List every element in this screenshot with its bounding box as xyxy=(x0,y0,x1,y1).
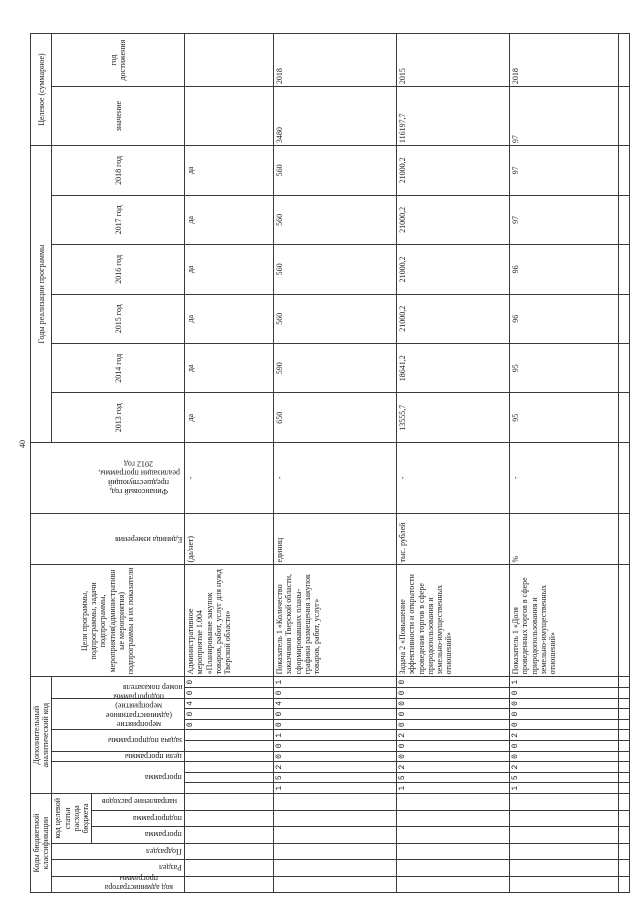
table-cell xyxy=(619,741,630,752)
table-cell xyxy=(619,698,630,709)
goals-header: Цели программы, подпрограммы, задачи подпрограммы, мероприятия(административные мероприятия) подпрограммы и их показатели xyxy=(31,565,185,677)
table-cell: 3480 xyxy=(274,87,397,146)
row-unit: единиц xyxy=(274,513,397,565)
years-header: Годы реализации программы xyxy=(31,146,52,443)
table-cell: 1 xyxy=(397,783,510,794)
table-cell xyxy=(619,730,630,741)
table-row xyxy=(619,34,630,893)
table-cell: 0 xyxy=(274,741,397,752)
table-cell xyxy=(397,860,510,876)
table-cell xyxy=(619,709,630,720)
analytic-event-header: мероприятие (административное мероприятие) подпрограммы xyxy=(52,698,185,730)
table-cell xyxy=(274,860,397,876)
table-cell: 0 xyxy=(185,688,274,699)
csr-subprogram-header: подпрограмма xyxy=(92,810,185,826)
row-unit: (да/нет) xyxy=(185,513,274,565)
table-cell xyxy=(185,843,274,859)
table-cell: 0 xyxy=(397,709,510,720)
year-2017-header: 2017 год xyxy=(52,195,185,244)
table-cell xyxy=(619,245,630,294)
table-cell: 2015 xyxy=(397,34,510,87)
table-cell: 560 xyxy=(274,195,397,244)
table-cell xyxy=(619,442,630,513)
table-cell: 0 xyxy=(274,688,397,699)
table-cell: 18641,2 xyxy=(397,344,510,393)
table-cell xyxy=(619,794,630,811)
table-cell xyxy=(619,751,630,762)
table-cell xyxy=(619,34,630,87)
row-prior-year: - xyxy=(510,442,619,513)
table-cell xyxy=(619,762,630,773)
page-number: 40 xyxy=(18,440,27,448)
table-cell: 0 xyxy=(510,741,619,752)
table-cell xyxy=(185,772,274,783)
table-cell xyxy=(619,344,630,393)
table-cell xyxy=(619,146,630,196)
table-cell xyxy=(185,34,274,87)
table-row xyxy=(397,34,510,893)
table-cell: 2 xyxy=(274,762,397,773)
csr-direction-header: направление расходов xyxy=(92,794,185,811)
row-description: Административное мероприятие 1.004 «Планирование закупок товаров, работ, услуг для нужд Тверской области» xyxy=(185,565,274,677)
table-cell xyxy=(619,719,630,730)
table-cell: 5 xyxy=(397,772,510,783)
table-cell xyxy=(397,810,510,826)
analytic-program-header: программа xyxy=(52,762,185,794)
csr-header: код целевой статьи расхода бюджета xyxy=(52,794,92,843)
table-cell: да xyxy=(185,393,274,442)
row-description: Показатель 1 «Доля проведенных торгов в сфере природопользования и земельно-имущественных отношений» xyxy=(510,565,619,677)
table-cell: 1 xyxy=(510,677,619,688)
row-description: Задача 2 «Повышение эффективности и открытости проведения торгов в сфере природопользования и земельно-имущественных отношений» xyxy=(397,565,510,677)
table-cell xyxy=(185,783,274,794)
table-cell xyxy=(619,860,630,876)
table-cell xyxy=(185,87,274,146)
table-cell xyxy=(510,810,619,826)
analytic-goal-header: цели программы xyxy=(52,751,185,762)
table-cell: да xyxy=(185,195,274,244)
analytic-indicator-header: номер показателя xyxy=(52,677,185,698)
table-cell xyxy=(185,762,274,773)
table-cell: 0 xyxy=(510,751,619,762)
table-cell: 0 xyxy=(397,698,510,709)
table-cell: 1 xyxy=(274,730,397,741)
table-cell xyxy=(510,860,619,876)
table-cell xyxy=(274,794,397,811)
row-prior-year: - xyxy=(185,442,274,513)
table-cell xyxy=(397,843,510,859)
table-cell xyxy=(185,860,274,876)
row-unit: тыс. рублей xyxy=(397,513,510,565)
table-cell: 2 xyxy=(397,730,510,741)
table-cell xyxy=(619,565,630,677)
admin-code-header: код администратора программы xyxy=(52,876,185,892)
table-cell: 560 xyxy=(274,294,397,343)
table-cell xyxy=(397,876,510,892)
table-cell: 0 xyxy=(397,719,510,730)
table-cell: 0 xyxy=(397,677,510,688)
table-cell: 1 xyxy=(274,677,397,688)
table-cell: 2 xyxy=(510,762,619,773)
table-cell: 21000,2 xyxy=(397,245,510,294)
table-cell xyxy=(619,876,630,892)
table-cell: 0 xyxy=(397,751,510,762)
table-cell: 0 xyxy=(510,688,619,699)
table-cell: 95 xyxy=(510,393,619,442)
row-prior-year: - xyxy=(397,442,510,513)
table-cell xyxy=(619,513,630,565)
table-cell xyxy=(619,843,630,859)
subsection-header: Подраздел xyxy=(52,843,185,859)
table-cell xyxy=(185,794,274,811)
table-row xyxy=(510,34,619,893)
prior-year-header: Финансовый год, предшествующий реализации программы, 2012 год xyxy=(31,442,185,513)
year-2016-header: 2016 год xyxy=(52,245,185,294)
row-description: Показатель 1 «Количество заказчиков Тверской области, сформировавших планы-графики размещения закупок товаров, работ, услуг» xyxy=(274,565,397,677)
table-cell: 4 xyxy=(274,698,397,709)
year-2015-header: 2015 год xyxy=(52,294,185,343)
table-cell: 2018 xyxy=(510,34,619,87)
table-cell xyxy=(619,772,630,783)
indicator-table-page xyxy=(30,33,620,893)
target-year-header: год достижения xyxy=(52,34,185,87)
table-cell: 5 xyxy=(274,772,397,783)
table-row xyxy=(274,34,397,893)
table-cell: 560 xyxy=(274,146,397,196)
table-cell: 1 xyxy=(510,783,619,794)
table-cell xyxy=(510,794,619,811)
table-cell: 13555,7 xyxy=(397,393,510,442)
table-cell: 21000,2 xyxy=(397,146,510,196)
table-cell: 0 xyxy=(397,741,510,752)
analytic-task-header: задача подпрограммы xyxy=(52,730,185,751)
table-cell: 21000,2 xyxy=(397,294,510,343)
table-cell: да xyxy=(185,294,274,343)
table-cell xyxy=(619,827,630,843)
csr-program-header: программа xyxy=(92,827,185,843)
table-cell: 97 xyxy=(510,195,619,244)
section-header: Раздел xyxy=(52,860,185,876)
table-cell: 95 xyxy=(510,344,619,393)
table-cell xyxy=(510,843,619,859)
table-cell: да xyxy=(185,146,274,196)
table-cell xyxy=(185,810,274,826)
target-header: Целевое (суммарное) xyxy=(31,34,52,146)
table-cell: 97 xyxy=(510,87,619,146)
table-cell: 96 xyxy=(510,245,619,294)
table-cell: 116197,7 xyxy=(397,87,510,146)
table-cell: 560 xyxy=(274,245,397,294)
table-cell: 2018 xyxy=(274,34,397,87)
table-cell: 96 xyxy=(510,294,619,343)
table-cell: 0 xyxy=(510,709,619,720)
table-cell xyxy=(274,827,397,843)
table-cell xyxy=(185,741,274,752)
table-cell xyxy=(619,195,630,244)
table-cell xyxy=(619,688,630,699)
table-cell xyxy=(510,876,619,892)
table-cell: 0 xyxy=(274,709,397,720)
table-cell xyxy=(619,810,630,826)
table-cell: 2 xyxy=(510,730,619,741)
table-row xyxy=(185,34,274,893)
table-cell: 0 xyxy=(185,719,274,730)
table-cell: да xyxy=(185,344,274,393)
year-2018-header: 2018 год xyxy=(52,146,185,196)
table-cell xyxy=(274,876,397,892)
table-cell xyxy=(397,794,510,811)
table-cell: 0 xyxy=(510,719,619,730)
table-cell xyxy=(510,827,619,843)
table-cell: 0 xyxy=(510,698,619,709)
table-cell: 97 xyxy=(510,146,619,196)
table-cell xyxy=(619,393,630,442)
table-cell: 590 xyxy=(274,344,397,393)
table-cell: 650 xyxy=(274,393,397,442)
unit-header: Единица измерения xyxy=(31,513,185,565)
table-cell xyxy=(185,827,274,843)
table-cell: 21000,2 xyxy=(397,195,510,244)
program-indicator-table xyxy=(30,33,630,893)
table-cell xyxy=(619,783,630,794)
target-value-header: значение xyxy=(52,87,185,146)
table-cell: 0 xyxy=(274,719,397,730)
table-cell: 0 xyxy=(274,751,397,762)
table-cell xyxy=(185,730,274,741)
table-cell: 2 xyxy=(397,762,510,773)
table-cell: да xyxy=(185,245,274,294)
table-cell xyxy=(185,876,274,892)
table-cell: 0 xyxy=(185,677,274,688)
table-cell xyxy=(274,810,397,826)
table-cell xyxy=(274,843,397,859)
budget-classification-header: Коды бюджетной классификации xyxy=(31,794,52,893)
row-unit: % xyxy=(510,513,619,565)
table-cell xyxy=(619,294,630,343)
analytic-code-header: Дополнительный аналитический код xyxy=(31,677,52,794)
year-2014-header: 2014 год xyxy=(52,344,185,393)
table-cell xyxy=(185,751,274,762)
table-cell xyxy=(619,677,630,688)
year-2013-header: 2013 год xyxy=(52,393,185,442)
table-cell: 0 xyxy=(185,709,274,720)
table-cell xyxy=(619,87,630,146)
table-cell: 4 xyxy=(185,698,274,709)
table-cell: 1 xyxy=(274,783,397,794)
row-prior-year: - xyxy=(274,442,397,513)
table-cell: 5 xyxy=(510,772,619,783)
table-cell: 0 xyxy=(397,688,510,699)
table-cell xyxy=(397,827,510,843)
